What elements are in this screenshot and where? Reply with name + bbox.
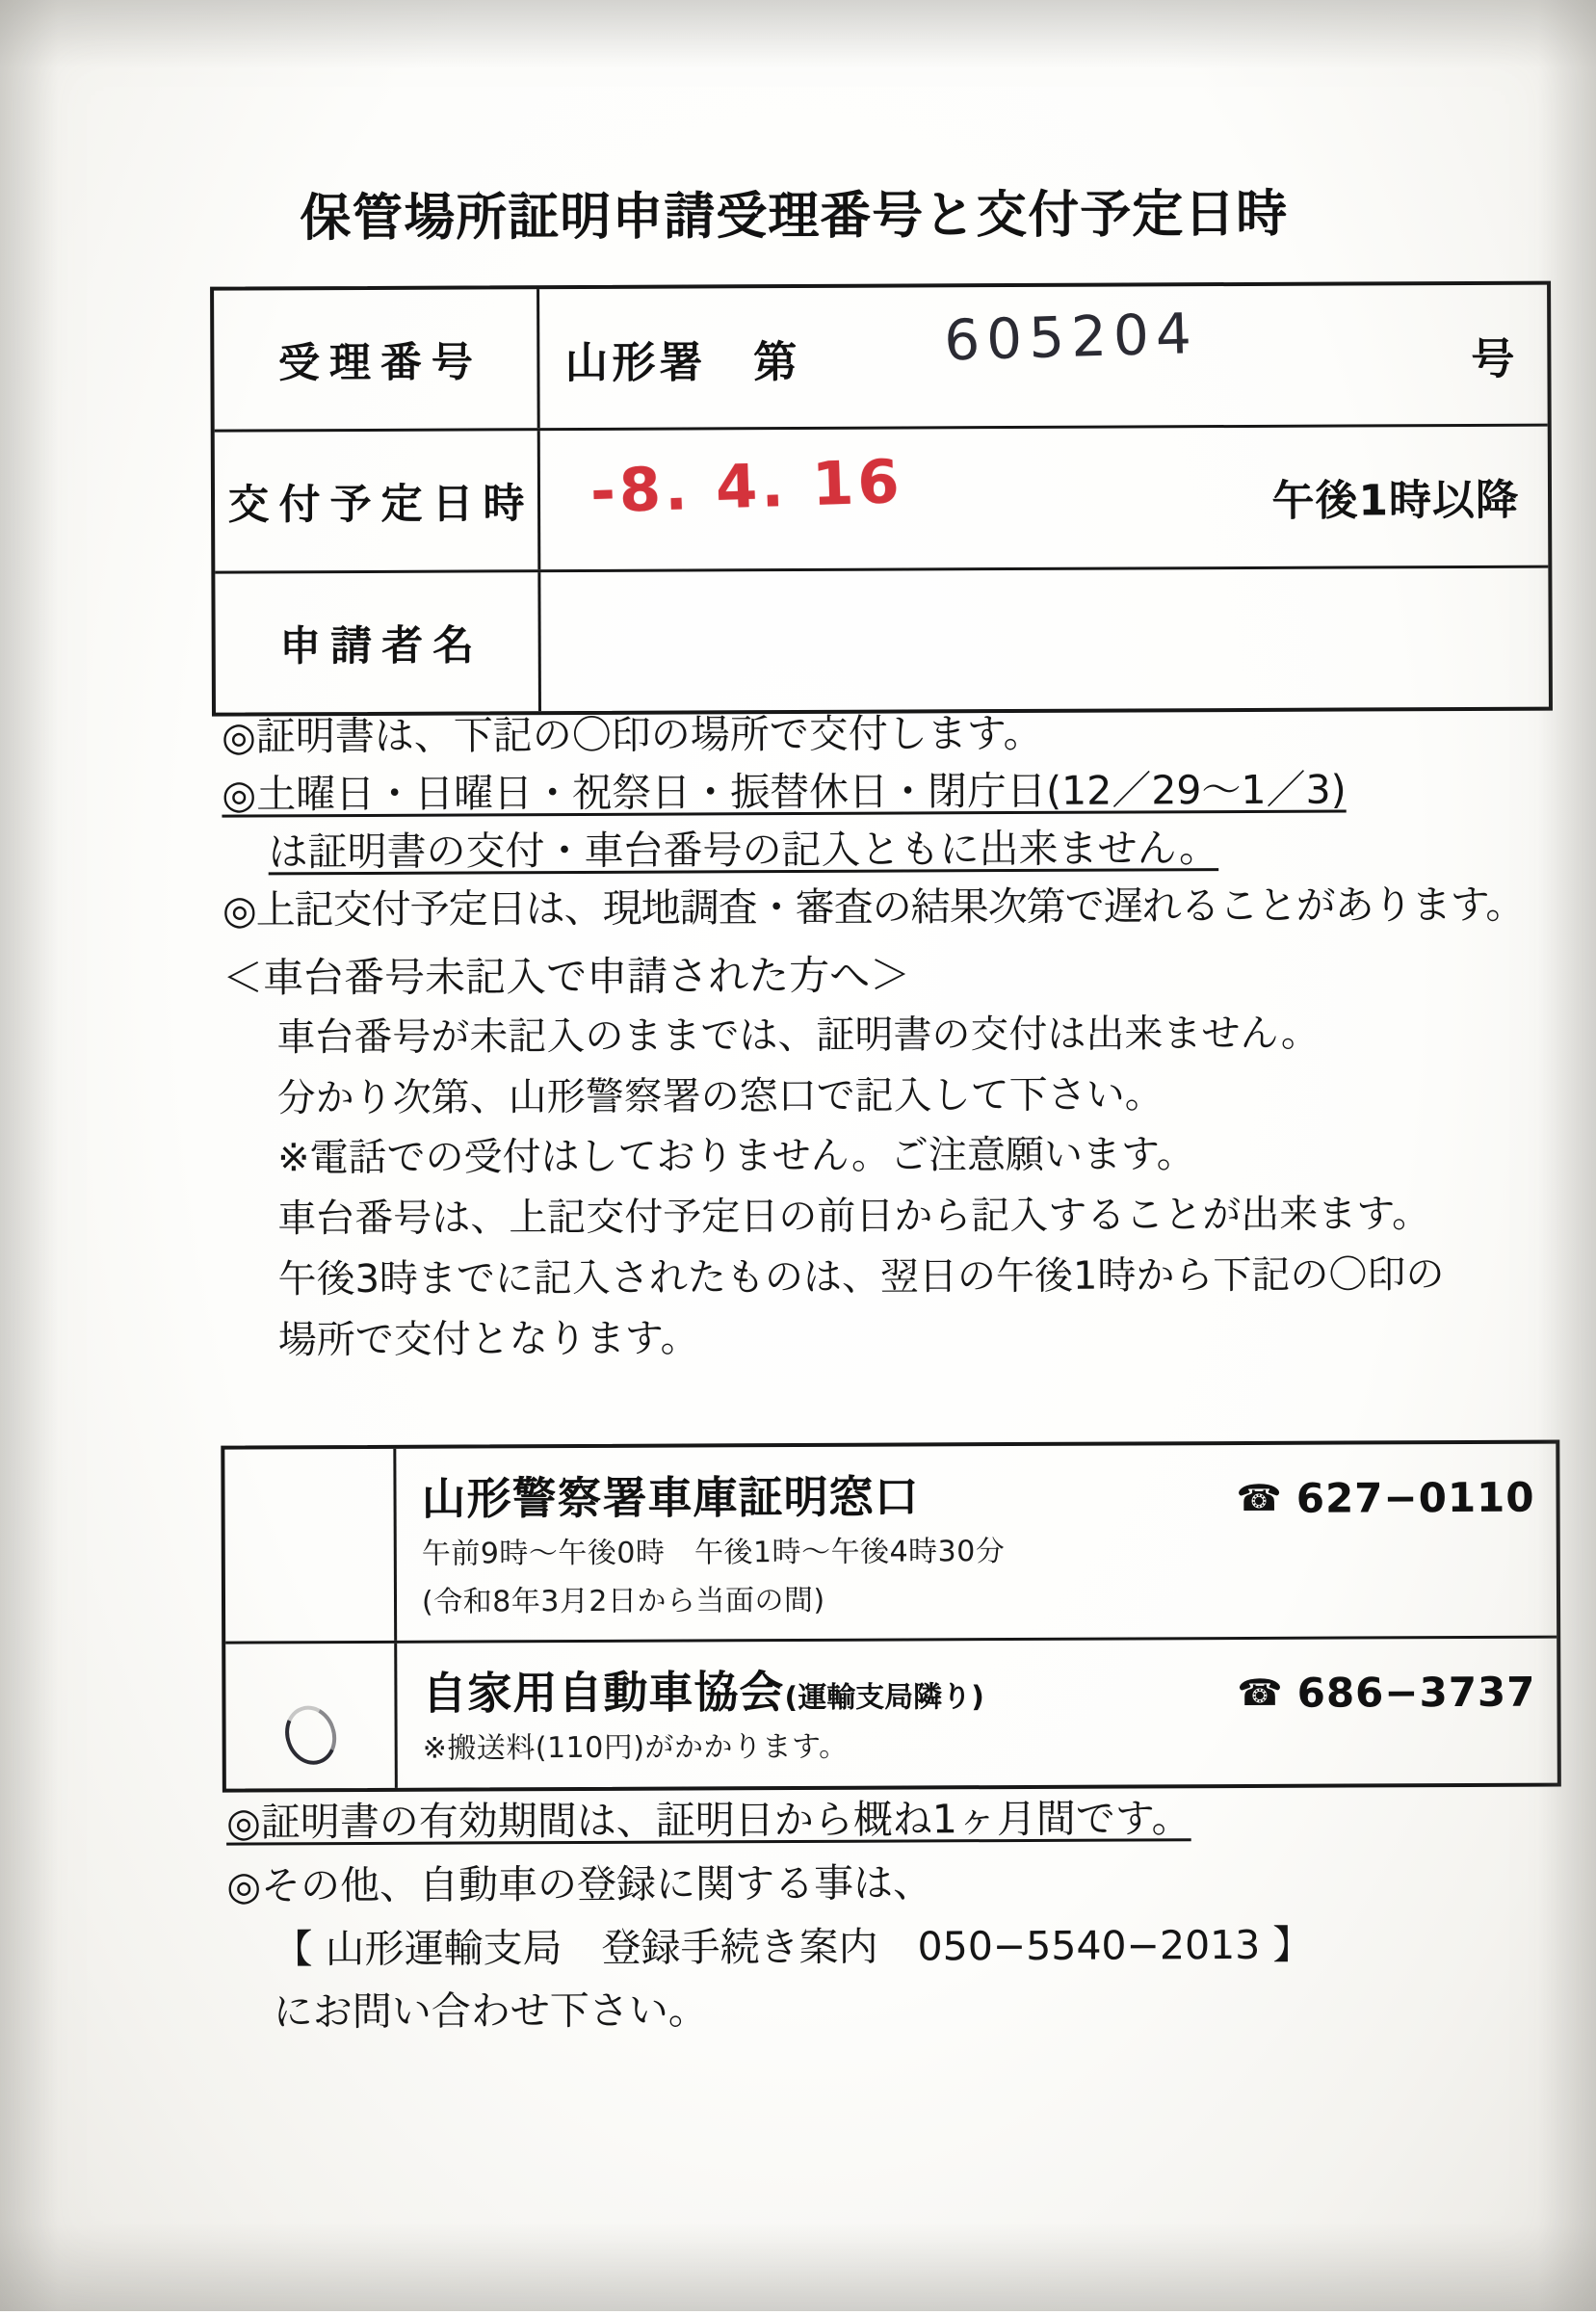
location-details-police (396, 1444, 1557, 1641)
location-phone-number-police: 627−0110 (1295, 1473, 1535, 1522)
location-fee-note-association: ※搬送料(110円)がかかります。 (422, 1729, 849, 1766)
note-body-4: 車台番号は、上記交付予定日の前日から記入することが出来ます。 (277, 1192, 1431, 1242)
notes-section (222, 704, 1573, 1374)
section-heading-chassis: ＜車台番号未記入で申請された方へ＞ (222, 951, 911, 1003)
telephone-icon: ☎ (1237, 1670, 1284, 1715)
row-value-issue-datetime (540, 427, 1549, 570)
handwritten-circle-mark-icon (277, 1699, 344, 1772)
location-phone-police (1236, 1473, 1534, 1521)
row-value-receipt-number (539, 285, 1548, 429)
table-row-location-association (225, 1639, 1557, 1789)
note-body-5: 午後3時までに記入されたものは、翌日の午後1時から下記の〇印の (277, 1252, 1445, 1302)
location-checkbox-association[interactable] (225, 1644, 398, 1788)
table-row-receipt-number (214, 285, 1548, 433)
note-body-3: ※電話での受付はしておりません。ご注意願います。 (276, 1132, 1195, 1181)
row-label-applicant-name: 申請者名 (215, 572, 541, 712)
note-body-6: 場所で交付となります。 (277, 1316, 699, 1363)
receipt-number-prefix: 山形署 第 (564, 335, 801, 388)
issue-time-note: 午後1時以降 (1271, 475, 1520, 526)
location-checkbox-police[interactable] (224, 1449, 397, 1642)
note-body-1: 車台番号が未記入のままでは、証明書の交付は出来ません。 (276, 1011, 1320, 1061)
location-name-association: 自家用自動車協会 (422, 1666, 785, 1720)
note-line-3: は証明書の交付・車台番号の記入ともに出来ません。 (268, 825, 1219, 876)
page-title: 保管場所証明申請受理番号と交付予定日時 (300, 184, 1289, 249)
location-hours-police: 午前9時〜午後0時 午後1時〜午後4時30分 (421, 1535, 1006, 1571)
table-row-location-police (224, 1444, 1557, 1644)
note-line-4: ◎上記交付予定日は、現地調査・審査の結果次第で遅れることがあります。 (222, 881, 1525, 934)
row-label-issue-datetime: 交付予定日時 (215, 431, 541, 570)
location-period-police: (令和8年3月2日から当面の間) (421, 1583, 825, 1619)
footer-line-1: ◎証明書の有効期間は、証明日から概ね1ヶ月間です。 (225, 1795, 1191, 1846)
receipt-number-suffix: 号 (1471, 332, 1515, 384)
table-row-applicant-name (215, 568, 1549, 713)
telephone-icon: ☎ (1236, 1476, 1283, 1520)
receipt-number-handwritten: 605204 (943, 300, 1199, 374)
pickup-locations-table (221, 1440, 1561, 1793)
location-phone-association (1237, 1668, 1535, 1716)
row-label-receipt-number: 受理番号 (214, 289, 540, 429)
issue-date-handwritten: -8. 4. 16 (589, 446, 904, 527)
table-row-issue-datetime (215, 427, 1549, 574)
footer-line-3: 【 山形運輸支局 登録手続き案内 050−5540−2013 】 (273, 1921, 1313, 1972)
note-body-2: 分かり次第、山形警察署の窓口で記入して下さい。 (276, 1072, 1164, 1121)
footer-line-4: にお問い合わせ下さい。 (273, 1986, 708, 2036)
note-line-2: ◎土曜日・日曜日・祝祭日・振替休日・閉庁日(12／29〜1／3) (222, 766, 1347, 818)
location-phone-number-association: 686−3737 (1296, 1668, 1536, 1717)
location-name-note-association: (運輸支局隣り) (784, 1680, 984, 1716)
location-name-police: 山形警察署車庫証明窓口 (421, 1470, 920, 1525)
row-value-applicant-name (540, 568, 1549, 712)
footer-notes-section (226, 1790, 1576, 2049)
location-details-association (397, 1639, 1557, 1788)
receipt-info-table (210, 281, 1553, 717)
note-line-1: ◎証明書は、下記の〇印の場所で交付します。 (221, 709, 1043, 760)
footer-line-2: ◎その他、自動車の登録に関する事は、 (226, 1859, 933, 1909)
